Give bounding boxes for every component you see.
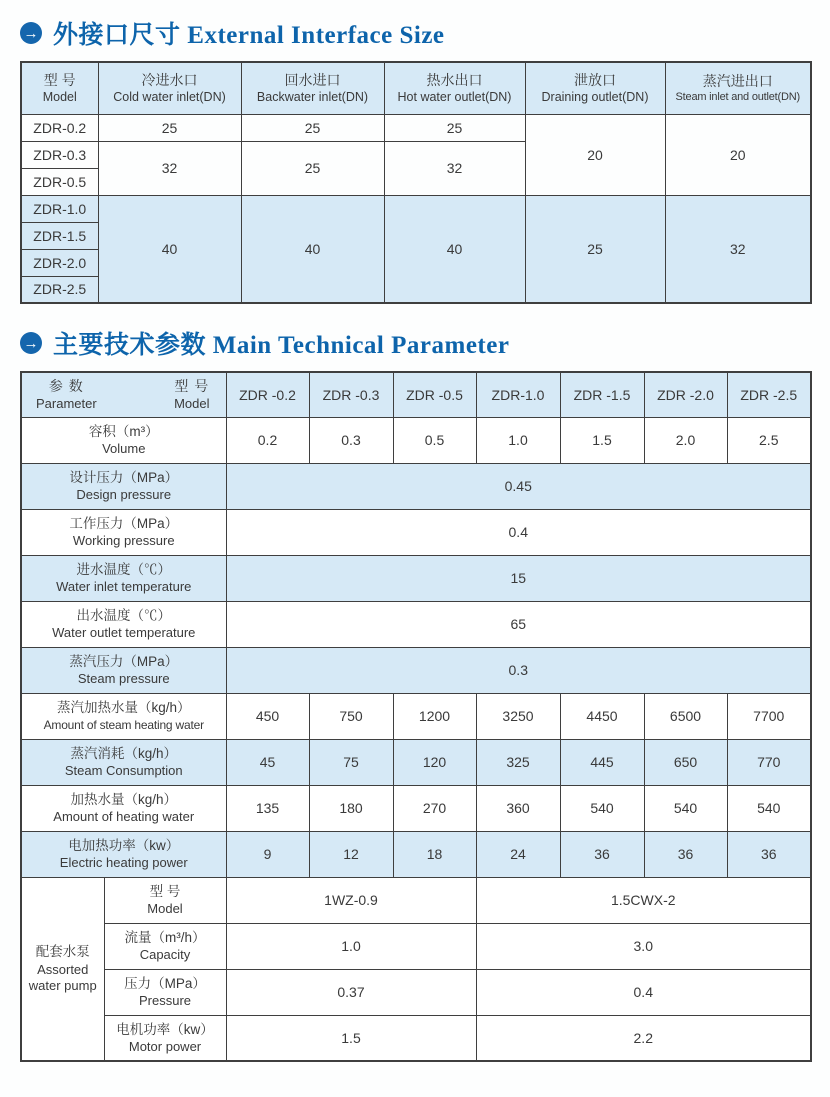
value-cell: 3250 — [476, 693, 560, 739]
row-label-zh: 压力（MPa） — [124, 975, 206, 991]
row-label-zh: 加热水量（kg/h） — [70, 791, 178, 807]
row-label-en: Amount of steam heating water — [43, 717, 204, 732]
t2-row-water-outlet-temperature — [21, 601, 811, 647]
t2-row-steam-pressure — [21, 647, 811, 693]
t2-col-zdr-0.2: ZDR -0.2 — [226, 372, 309, 417]
row-label-zh: 电加热功率（kw） — [68, 837, 180, 853]
model-cell: ZDR-1.0 — [21, 195, 98, 222]
t2-row-design-pressure — [21, 463, 811, 509]
value-cell: 25 — [241, 114, 384, 141]
row-label-en: Steam pressure — [77, 670, 170, 686]
value-cell: 4450 — [560, 693, 644, 739]
value-cell: 0.2 — [226, 417, 309, 463]
row-label-zh: 出水温度（℃） — [76, 607, 171, 623]
model-cell: ZDR-0.5 — [21, 168, 98, 195]
value-cell-merged: 20 — [525, 114, 665, 195]
value-cell: 135 — [226, 785, 309, 831]
value-cell-merged: 0.45 — [226, 463, 811, 509]
value-cell: 180 — [309, 785, 393, 831]
row-label-en: Model — [147, 900, 183, 916]
t2-row-steam-heating-water — [21, 693, 811, 739]
t2-header-row — [21, 372, 811, 417]
value-cell: 270 — [393, 785, 476, 831]
row-label-en: Capacity — [139, 946, 191, 962]
value-cell-merged: 40 — [384, 195, 525, 303]
row-label-zh: 型 号 — [149, 883, 181, 899]
header-label-en: Backwater inlet(DN) — [256, 89, 369, 104]
row-label-zh: 进水温度（℃） — [76, 561, 171, 577]
header-label-zh: 回水进口 — [284, 71, 341, 88]
value-cell-merged: 15 — [226, 555, 811, 601]
row-label — [104, 969, 226, 1015]
corner-parameter-label — [36, 377, 97, 412]
value-cell: 36 — [560, 831, 644, 877]
row-label — [21, 647, 226, 693]
t2-row-electric-heating-power — [21, 831, 811, 877]
value-cell-merged: 40 — [98, 195, 241, 303]
header-label-en: Steam inlet and outlet(DN) — [675, 90, 800, 103]
value-cell: 1200 — [393, 693, 476, 739]
section2-title-en: Main Technical Parameter — [212, 332, 510, 359]
header-label-en: Hot water outlet(DN) — [397, 89, 512, 104]
row-label-en: Volume — [102, 440, 146, 456]
row-label — [21, 509, 226, 555]
t2-row-heating-water — [21, 785, 811, 831]
t2-row-pump-pressure — [21, 969, 811, 1015]
value-cell: 0.3 — [309, 417, 393, 463]
value-cell-merged: 20 — [665, 114, 811, 195]
value-cell-merged: 2.2 — [476, 1015, 811, 1061]
row-label — [21, 693, 226, 739]
row-label-zh: 工作压力（MPa） — [69, 515, 179, 531]
header-label-zh: 蒸汽进出口 — [702, 72, 773, 89]
arrow-bullet-icon — [20, 22, 42, 44]
row-label-zh: 蒸汽压力（MPa） — [69, 653, 179, 669]
value-cell-merged: 25 — [525, 195, 665, 303]
value-cell: 45 — [226, 739, 309, 785]
row-label-en: Motor power — [128, 1038, 202, 1054]
header-label-zh: 冷进水口 — [141, 71, 198, 88]
section2-title-zh: 主要技术参数 — [53, 332, 207, 359]
t1-row-zdr-0.2 — [21, 114, 811, 141]
value-cell: 540 — [560, 785, 644, 831]
arrow-glyph: → — [23, 24, 39, 42]
value-cell-merged: 32 — [98, 141, 241, 195]
value-cell: 24 — [476, 831, 560, 877]
t1-header-steam-inlet-outlet — [665, 62, 811, 114]
corner-model-en: Model — [174, 395, 210, 411]
model-cell: ZDR-2.5 — [21, 276, 98, 303]
row-label-en: Amount of heating water — [53, 808, 195, 824]
arrow-glyph: → — [23, 334, 39, 352]
value-cell: 445 — [560, 739, 644, 785]
row-label-en: Working pressure — [72, 532, 175, 548]
t2-col-zdr-0.5: ZDR -0.5 — [393, 372, 476, 417]
value-cell-merged: 3.0 — [476, 923, 811, 969]
value-cell: 540 — [727, 785, 811, 831]
t2-col-zdr-0.3: ZDR -0.3 — [309, 372, 393, 417]
row-label — [21, 601, 226, 647]
value-cell: 1.0 — [476, 417, 560, 463]
pump-group-label — [21, 877, 104, 1061]
row-label-zh: 蒸汽消耗（kg/h） — [70, 745, 178, 761]
value-cell: 750 — [309, 693, 393, 739]
value-cell-merged: 32 — [665, 195, 811, 303]
t1-header-model — [21, 62, 98, 114]
t2-row-volume — [21, 417, 811, 463]
t1-header-row — [21, 62, 811, 114]
t2-row-pump-model — [21, 877, 811, 923]
row-label — [21, 739, 226, 785]
model-cell: ZDR-0.2 — [21, 114, 98, 141]
section1-title-en: External Interface Size — [187, 22, 445, 49]
value-cell-merged: 1.5CWX-2 — [476, 877, 811, 923]
row-label — [21, 463, 226, 509]
value-cell: 12 — [309, 831, 393, 877]
t2-row-working-pressure — [21, 509, 811, 555]
t2-row-water-inlet-temperature — [21, 555, 811, 601]
row-label-en: Steam Consumption — [64, 762, 183, 778]
value-cell-merged: 0.4 — [226, 509, 811, 555]
value-cell: 18 — [393, 831, 476, 877]
t2-corner-cell — [21, 372, 226, 417]
value-cell: 36 — [727, 831, 811, 877]
value-cell: 0.5 — [393, 417, 476, 463]
t1-header-cold-water-inlet — [98, 62, 241, 114]
t1-header-backwater-inlet — [241, 62, 384, 114]
t1-row-zdr-1.0 — [21, 195, 811, 222]
value-cell: 25 — [384, 114, 525, 141]
value-cell: 6500 — [644, 693, 727, 739]
row-label-zh: 流量（m³/h） — [124, 929, 206, 945]
row-label-zh: 电机功率（kw） — [116, 1021, 214, 1037]
corner-parameter-en: Parameter — [36, 396, 97, 412]
value-cell-merged: 1.5 — [226, 1015, 476, 1061]
row-label — [104, 1015, 226, 1061]
t2-col-zdr-2.0: ZDR -2.0 — [644, 372, 727, 417]
value-cell-merged: 65 — [226, 601, 811, 647]
row-label — [104, 923, 226, 969]
section-title-external-interface — [20, 16, 810, 50]
value-cell-merged: 1WZ-0.9 — [226, 877, 476, 923]
value-cell-merged: 0.3 — [226, 647, 811, 693]
value-cell: 650 — [644, 739, 727, 785]
section1-title-zh: 外接口尺寸 — [53, 22, 181, 49]
row-label-en: Water inlet temperature — [56, 578, 192, 594]
corner-parameter-zh: 参 数 — [48, 378, 84, 395]
value-cell: 9 — [226, 831, 309, 877]
corner-model-zh: 型 号 — [174, 378, 210, 394]
row-label-en: Electric heating power — [59, 854, 188, 870]
row-label — [21, 785, 226, 831]
value-cell: 2.5 — [727, 417, 811, 463]
header-label-zh: 型 号 — [43, 71, 76, 88]
row-label-en: Design pressure — [76, 486, 172, 502]
arrow-bullet-icon — [20, 332, 42, 354]
value-cell: 75 — [309, 739, 393, 785]
pump-group-zh: 配套水泵 — [35, 944, 90, 960]
t1-header-hot-water-outlet — [384, 62, 525, 114]
row-label-en: Pressure — [138, 992, 192, 1008]
section1-title — [53, 15, 445, 51]
value-cell: 7700 — [727, 693, 811, 739]
value-cell: 325 — [476, 739, 560, 785]
value-cell-merged: 0.37 — [226, 969, 476, 1015]
value-cell: 2.0 — [644, 417, 727, 463]
t2-row-pump-capacity — [21, 923, 811, 969]
section-title-main-technical-parameter — [20, 326, 810, 360]
t2-col-zdr-2.5: ZDR -2.5 — [727, 372, 811, 417]
t2-col-zdr-1.0: ZDR-1.0 — [476, 372, 560, 417]
main-technical-parameter-table — [20, 371, 812, 1062]
header-label-en: Cold water inlet(DN) — [113, 89, 226, 104]
value-cell: 120 — [393, 739, 476, 785]
value-cell: 25 — [98, 114, 241, 141]
header-label-zh: 泄放口 — [574, 71, 616, 88]
value-cell: 360 — [476, 785, 560, 831]
row-label-zh: 蒸汽加热水量（kg/h） — [56, 700, 191, 716]
value-cell-merged: 40 — [241, 195, 384, 303]
t2-row-steam-consumption — [21, 739, 811, 785]
corner-model-label — [174, 377, 209, 412]
model-cell: ZDR-1.5 — [21, 222, 98, 249]
row-label — [21, 831, 226, 877]
row-label — [21, 417, 226, 463]
t1-header-draining-outlet — [525, 62, 665, 114]
value-cell: 770 — [727, 739, 811, 785]
value-cell-merged: 0.4 — [476, 969, 811, 1015]
row-label-zh: 容积（m³） — [88, 423, 159, 439]
header-label-en: Draining outlet(DN) — [541, 89, 649, 104]
value-cell: 450 — [226, 693, 309, 739]
value-cell-merged: 25 — [241, 141, 384, 195]
row-label-en: Water outlet temperature — [52, 624, 196, 640]
value-cell: 1.5 — [560, 417, 644, 463]
value-cell-merged: 32 — [384, 141, 525, 195]
section2-title — [53, 325, 509, 361]
value-cell: 540 — [644, 785, 727, 831]
value-cell: 36 — [644, 831, 727, 877]
row-label — [21, 555, 226, 601]
value-cell-merged: 1.0 — [226, 923, 476, 969]
pump-group-en: Assorted water pump — [28, 961, 97, 993]
header-label-en: Model — [42, 89, 77, 104]
row-label — [104, 877, 226, 923]
model-cell: ZDR-2.0 — [21, 249, 98, 276]
header-label-zh: 热水出口 — [426, 71, 483, 88]
external-interface-table — [20, 61, 812, 304]
model-cell: ZDR-0.3 — [21, 141, 98, 168]
row-label-zh: 设计压力（MPa） — [69, 469, 179, 485]
t2-col-zdr-1.5: ZDR -1.5 — [560, 372, 644, 417]
t2-row-pump-motor-power — [21, 1015, 811, 1061]
